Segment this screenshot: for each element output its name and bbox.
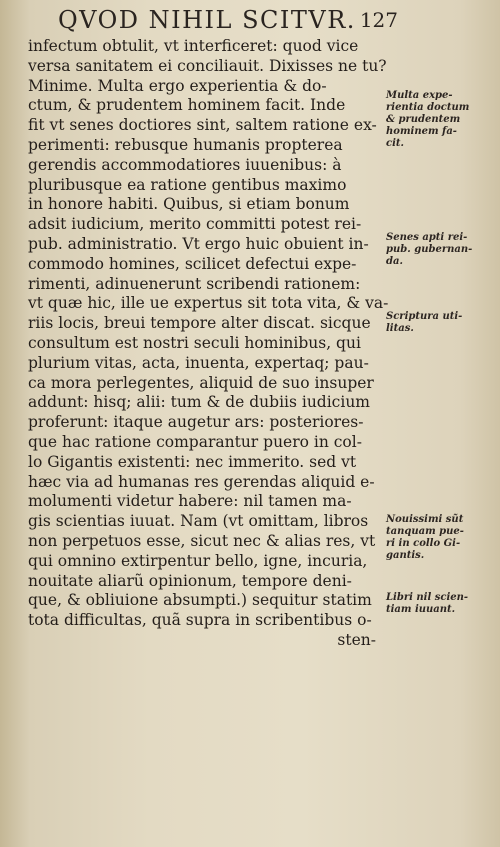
text-line: ctum, & prudentem hominem facit. Inde <box>28 96 346 115</box>
text-line: fit vt senes doctiores sint, saltem ratione ex- <box>28 116 377 135</box>
text-line: adsit iudicium, merito committi potest rei- <box>28 215 362 234</box>
text-line: ca mora perlegentes, aliquid de suo insuper <box>28 373 374 392</box>
text-line: gis scientias iuuat. Nam (vt omittam, libros <box>28 512 369 531</box>
margin-note-line: pub. gubernan- <box>386 244 473 255</box>
margin-note-experience <box>386 90 498 150</box>
main-text-block <box>28 37 388 651</box>
margin-note-line: rientia doctum <box>386 102 470 113</box>
margin-note-books <box>386 592 498 616</box>
margin-note-elders <box>386 232 498 268</box>
margin-note-line: Senes apti rei- <box>386 232 468 243</box>
text-line: pluribusque ea ratione gentibus maximo <box>28 175 347 194</box>
text-line: addunt: hisq; alii: tum & de dubiis iudicium <box>28 393 370 412</box>
text-line: perimenti: rebusque humanis propterea <box>28 135 343 154</box>
page-number: 127 <box>359 8 398 32</box>
text-line: nouitate aliarũ opinionum, tempore deni- <box>28 571 352 590</box>
text-line: rimenti, adinuenerunt scribendi rationem: <box>28 274 361 293</box>
margin-note-line: Multa expe- <box>386 90 453 101</box>
page-header <box>58 4 398 34</box>
margin-note-line: ri in collo Gi- <box>386 538 461 549</box>
text-line: que hac ratione comparantur puero in col- <box>28 432 362 451</box>
margin-note-line: & prudentem <box>386 114 461 125</box>
text-line: pub. administratio. Vt ergo huic obuient in- <box>28 234 369 253</box>
text-line: tota difficultas, quã supra in scribentibus o- <box>28 611 372 630</box>
text-line: Minime. Multa ergo experientia & do- <box>28 76 327 95</box>
catchword: sten- <box>337 630 376 649</box>
margin-note-line: gantis. <box>386 550 425 561</box>
margin-note-line: hominem fa- <box>386 126 457 137</box>
text-line: lo Gigantis existenti: nec immerito. sed vt <box>28 452 357 471</box>
text-line: vt quæ hic, ille ue expertus sit tota vita, & va- <box>28 294 389 313</box>
margin-note-line: Nouissimi sũt <box>386 514 464 525</box>
text-line: proferunt: itaque augetur ars: posteriores- <box>28 413 364 432</box>
margin-note-line: cit. <box>386 138 404 149</box>
text-line: infectum obtulit, vt interficeret: quod vice <box>28 37 359 55</box>
text-line: in honore habiti. Quibus, si etiam bonum <box>28 195 350 214</box>
text-line: qui omnino extirpentur bello, igne, incuria, <box>28 551 368 570</box>
margin-note-line: litas. <box>386 323 414 334</box>
margin-note-line: Libri nil scien- <box>386 592 469 603</box>
margin-note-giants <box>386 514 498 562</box>
text-line: plurium vitas, acta, inuenta, expertaq; pau- <box>28 353 369 372</box>
margin-note-line: tiam iuuant. <box>386 604 456 615</box>
text-line: hæc via ad humanas res gerendas aliquid e- <box>28 472 375 491</box>
margin-note-line: Scriptura uti- <box>386 311 463 322</box>
text-line: consultum est nostri seculi hominibus, qui <box>28 333 361 352</box>
text-line: commodo homines, scilicet defectui expe- <box>28 254 357 273</box>
text-line: molumenti videtur habere: nil tamen ma- <box>28 492 352 511</box>
text-line: versa sanitatem ei conciliauit. Dixisses ne tu? <box>28 56 387 75</box>
margin-note-line: da. <box>386 256 403 267</box>
margin-note-line: tanquam pue- <box>386 526 464 537</box>
text-line: non perpetuos esse, sicut nec & alias res, vt <box>28 531 376 550</box>
text-line: riis locis, breui tempore alter discat. sicque <box>28 314 371 333</box>
margin-note-writing <box>386 311 498 335</box>
text-line: que, & obliuione absumpti.) sequitur statim <box>28 591 372 610</box>
running-head: QVOD NIHIL SCITVR. <box>58 6 356 34</box>
text-line: gerendis accommodatiores iuuenibus: à <box>28 155 342 174</box>
